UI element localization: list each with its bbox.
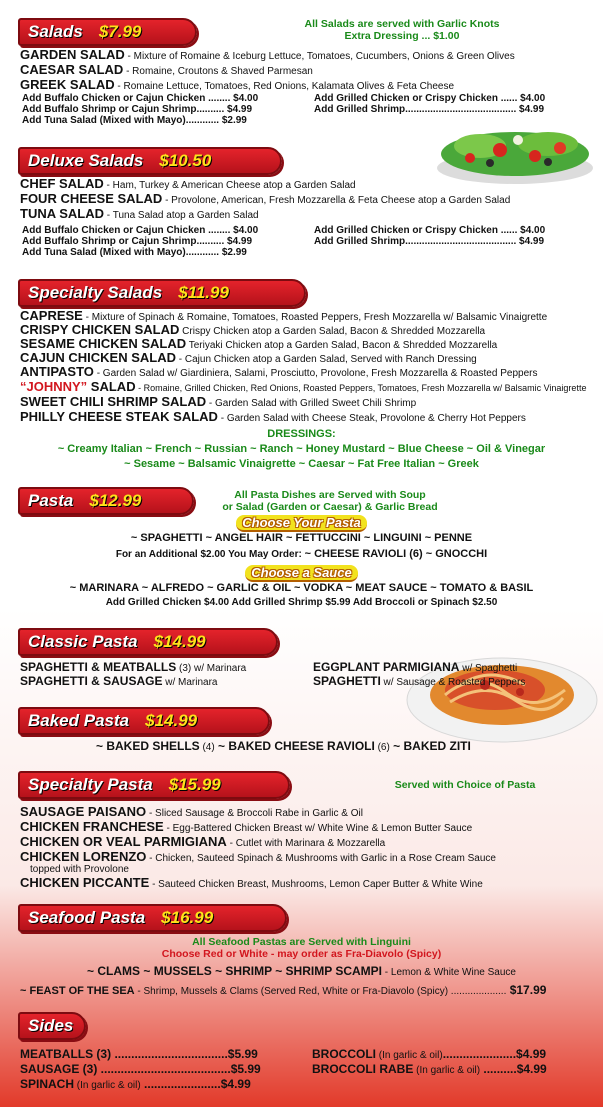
section-title: Classic Pasta [28, 632, 138, 651]
item-desc: - Romaine, Grilled Chicken, Red Onions, Roasted Peppers, Tomatoes, Fresh Mozzarella w/ Balsamic Vinaigrette [135, 383, 587, 393]
note-line: All Salads are served with Garlic Knots [304, 18, 500, 30]
item-name: SALAD [87, 379, 136, 394]
addon-line: Add Tuna Salad (Mixed with Mayo)............ $2.99 [22, 115, 247, 126]
choose-sauce-heading [0, 564, 603, 582]
item-name: GREEK SALAD [20, 77, 115, 92]
item-name: PHILLY CHEESE STEAK SALAD [20, 409, 218, 424]
specialty-pasta-banner [18, 771, 290, 799]
section-price: $7.99 [98, 22, 142, 41]
salads-note [272, 18, 532, 42]
item-price: ..................................$5.99 [111, 1047, 258, 1061]
section-price: $12.99 [89, 491, 142, 510]
item-name: SPAGHETTI & SAUSAGE [20, 674, 163, 688]
note-line: All Pasta Dishes are Served with Soup [234, 489, 426, 501]
menu-item [20, 193, 510, 207]
side-item [20, 1047, 258, 1063]
addon-line: Add Grilled Chicken or Crispy Chicken ...... $4.00 [314, 225, 546, 236]
section-title: Specialty Salads [28, 283, 163, 302]
item-name: SAUSAGE PAISANO [20, 804, 147, 819]
side-item [20, 1077, 251, 1093]
section-price: $10.50 [159, 151, 212, 170]
item-desc: - Sauteed Chicken Breast, Mushrooms, Lemon Caper Butter & White Wine [149, 879, 483, 890]
side-item [312, 1062, 547, 1078]
item-desc: - Garden Salad w/ Giardiniera, Salami, Prosciutto, Provolone, Fresh Mozzarella & Roasted Peppers [93, 368, 538, 379]
item-name: BROCCOLI [312, 1047, 376, 1061]
seafood-list: ~ CLAMS ~ MUSSELS ~ SHRIMP ~ SHRIMP SCAMPI [87, 964, 382, 978]
dressings-list: ~ Sesame ~ Balsamic Vinaigrette ~ Caesar ~ Fat Free Italian ~ Greek [124, 458, 479, 470]
item-desc: - Mixture of Romaine & Iceburg Lettuce, Tomatoes, Cucumbers, Onions & Green Olives [124, 51, 515, 62]
item-desc: - Lemon & White Wine Sauce [382, 967, 516, 978]
menu-item [20, 821, 472, 835]
spaghetti-plate-image [405, 640, 600, 745]
item-name: CHICKEN OR VEAL PARMIGIANA [20, 834, 227, 849]
section-price: $11.99 [178, 283, 229, 302]
addon-line: Add Buffalo Chicken or Cajun Chicken ........ $4.00 [22, 93, 259, 104]
item-name: GARDEN SALAD [20, 47, 125, 62]
item-desc: - Ham, Turkey & American Cheese atop a Garden Salad [103, 180, 356, 191]
section-title: Pasta [28, 491, 74, 510]
item-name: CAESAR SALAD [20, 62, 124, 77]
item-desc: - Romaine, Croutons & Shaved Parmesan [123, 66, 313, 77]
menu-item [20, 49, 515, 63]
item-desc: - Cutlet with Marinara & Mozzarella [226, 838, 386, 849]
item-price: ......................$4.99 [442, 1047, 547, 1061]
dressings-title: DRESSINGS: [267, 428, 336, 440]
addon-line: Add Grilled Shrimp........................................ $4.99 [314, 236, 545, 247]
section-price: $15.99 [168, 775, 221, 794]
addon-line: Add Buffalo Shrimp or Cajun Shrimp.......... $4.99 [22, 236, 253, 247]
section-price: $14.99 [153, 632, 206, 651]
item-name: BROCCOLI RABE [312, 1062, 414, 1076]
menu-item [20, 366, 537, 380]
item-price: $17.99 [506, 983, 547, 997]
menu-item [20, 411, 526, 425]
choose-sauce-label: Choose a Sauce [245, 565, 357, 582]
section-title: Sides [28, 1016, 74, 1035]
sides-banner [18, 1012, 86, 1040]
addon-line: Add Grilled Chicken or Crispy Chicken ...... $4.00 [314, 93, 546, 104]
menu-item [20, 64, 313, 78]
menu-item [20, 836, 385, 850]
item-desc: (4) [199, 742, 215, 753]
salads-banner [18, 18, 197, 46]
item-name: ANTIPASTO [20, 364, 94, 379]
menu-item [20, 208, 259, 222]
menu-item [20, 396, 416, 410]
item-desc: - Garden Salad with Cheese Steak, Provolone & Cherry Hot Peppers [217, 413, 526, 424]
item-desc: (In garlic & oil) [413, 1065, 481, 1076]
item-desc: (6) [374, 742, 390, 753]
specialty-pasta-note: Served with Choice of Pasta [394, 779, 536, 791]
section-title: Seafood Pasta [28, 908, 146, 927]
item-name: SAUSAGE (3) [20, 1062, 98, 1076]
item-desc: - Egg-Battered Chicken Breast w/ White Wine & Lemon Butter Sauce [163, 823, 473, 834]
item-name: CHICKEN FRANCHESE [20, 819, 164, 834]
baked-pasta-banner [18, 707, 270, 735]
item-name: SESAME CHICKEN SALAD [20, 336, 187, 351]
item-name: SPINACH [20, 1077, 75, 1091]
seafood-pasta-banner [18, 904, 287, 932]
item-name: FOUR CHEESE SALAD [20, 191, 163, 206]
note-line: or Salad (Garden or Caesar) & Garlic Bread [222, 501, 438, 513]
dressings-list: ~ Creamy Italian ~ French ~ Russian ~ Ranch ~ Honey Mustard ~ Blue Cheese ~ Oil & Vinegar [57, 443, 546, 455]
menu-item [313, 674, 525, 690]
item-name: ~ FEAST OF THE SEA [20, 985, 135, 997]
menu-item [20, 674, 217, 690]
item-desc: (3) w/ Marinara [176, 663, 247, 674]
item-desc: Teriyaki Chicken atop a Garden Salad, Bacon & Shredded Mozzarella [186, 340, 498, 351]
item-name: “JOHNNY” [20, 379, 88, 394]
section-title: Baked Pasta [28, 711, 130, 730]
menu-item [20, 806, 363, 820]
item-desc: (In garlic & oil) [376, 1050, 443, 1061]
item-name: SPAGHETTI & MEATBALLS [20, 660, 177, 674]
addon-line: Add Buffalo Chicken or Cajun Chicken ........ $4.00 [22, 225, 259, 236]
pasta-addons: Add Grilled Chicken $4.00 Add Grilled Shrimp $5.99 Add Broccoli or Spinach $2.50 [105, 597, 498, 608]
classic-pasta-banner [18, 628, 278, 656]
side-item [312, 1047, 546, 1063]
item-desc: - Romaine Lettuce, Tomatoes, Red Onions, Kalamata Olives & Feta Cheese [114, 81, 455, 92]
choose-pasta-heading [0, 514, 603, 532]
addon-line: Add Grilled Shrimp........................................ $4.99 [314, 104, 545, 115]
item-name: CRISPY CHICKEN SALAD [20, 322, 180, 337]
pasta-banner [18, 487, 194, 515]
item-name: SPAGHETTI [313, 674, 381, 688]
side-item [20, 1062, 261, 1078]
item-price: .......................$4.99 [140, 1077, 251, 1091]
item-name: ~ BAKED SHELLS [96, 739, 200, 753]
pasta-note [200, 489, 460, 513]
item-name: CAPRESE [20, 308, 83, 323]
item-name: CHICKEN PICCANTE [20, 875, 150, 890]
item-desc: - Garden Salad with Grilled Sweet Chili Shrimp [206, 398, 417, 409]
item-name: SWEET CHILI SHRIMP SALAD [20, 394, 207, 409]
item-desc: - Sliced Sausage & Broccoli Rabe in Garlic & Oil [146, 808, 363, 819]
baked-items [96, 739, 471, 755]
choose-pasta-label: Choose Your Pasta [236, 515, 366, 532]
item-name: TUNA SALAD [20, 206, 105, 221]
section-price: $14.99 [145, 711, 198, 730]
item-desc: - Provolone, American, Fresh Mozzarella & Feta Cheese atop a Garden Salad [162, 195, 511, 206]
addon-line: Add Buffalo Shrimp or Cajun Shrimp.......... $4.99 [22, 104, 253, 115]
item-desc: Crispy Chicken atop a Garden Salad, Bacon & Shredded Mozzarella [179, 326, 486, 337]
item-name: ~ BAKED ZITI [389, 739, 471, 753]
menu-item [20, 79, 454, 93]
menu-item [20, 178, 356, 192]
item-name: CHICKEN LORENZO [20, 849, 147, 864]
extra-items: ~ CHEESE RAVIOLI (6) ~ GNOCCHI [304, 548, 488, 560]
addon-line: Add Tuna Salad (Mixed with Mayo)............ $2.99 [22, 247, 247, 258]
item-desc: - Shrimp, Mussels & Clams (Served Red, White or Fra-Diavolo (Spicy) .................... [134, 986, 507, 997]
item-name: CAJUN CHICKEN SALAD [20, 350, 177, 365]
menu-item [20, 851, 496, 865]
item-name: ~ BAKED CHEESE RAVIOLI [214, 739, 375, 753]
item-desc: - Mixture of Spinach & Romaine, Tomatoes, Roasted Peppers, Fresh Mozzarella w/ Balsamic Vinaigrette [82, 312, 548, 323]
pasta-extra [0, 548, 603, 560]
deluxe-salads-banner [18, 147, 282, 175]
item-name: CHEF SALAD [20, 176, 104, 191]
menu-item [20, 983, 546, 999]
sauce-list: ~ MARINARA ~ ALFREDO ~ GARLIC & OIL ~ VODKA ~ MEAT SAUCE ~ TOMATO & BASIL [69, 582, 534, 594]
item-desc: - Chicken, Sauteed Spinach & Mushrooms with Garlic in a Rose Cream Sauce [146, 853, 496, 864]
section-title: Deluxe Salads [28, 151, 144, 170]
menu-item [20, 877, 483, 891]
seafood-note: All Seafood Pastas are Served with Linguini [192, 936, 411, 948]
item-price: ..........$4.99 [480, 1062, 547, 1076]
item-desc-continued: topped with Provolone [30, 864, 129, 875]
menu-item [20, 381, 586, 394]
seafood-note-choice: Choose Red or White - may order as Fra-Diavolo (Spicy) [161, 948, 442, 960]
seafood-items [0, 964, 603, 978]
item-desc: w/ Marinara [162, 677, 218, 688]
item-desc: w/ Spaghetti [459, 663, 518, 674]
item-name: EGGPLANT PARMIGIANA [313, 660, 460, 674]
section-price: $16.99 [161, 908, 214, 927]
item-desc: - Tuna Salad atop a Garden Salad [104, 210, 259, 221]
item-desc: w/ Sausage & Roasted Peppers [380, 677, 526, 688]
specialty-salads-banner [18, 279, 306, 307]
item-desc: - Cajun Chicken atop a Garden Salad, Served with Ranch Dressing [176, 354, 477, 365]
extra-prefix: For an Additional $2.00 You May Order: [115, 549, 305, 560]
item-name: MEATBALLS (3) [20, 1047, 112, 1061]
salad-bowl-image [430, 118, 600, 188]
section-title: Specialty Pasta [28, 775, 153, 794]
item-price: .......................................$5.99 [97, 1062, 261, 1076]
section-title: Salads [28, 22, 83, 41]
note-line: Extra Dressing ... $1.00 [344, 30, 460, 42]
item-desc: (In garlic & oil) [74, 1080, 141, 1091]
pasta-list: ~ SPAGHETTI ~ ANGEL HAIR ~ FETTUCCINI ~ LINGUINI ~ PENNE [130, 532, 473, 544]
